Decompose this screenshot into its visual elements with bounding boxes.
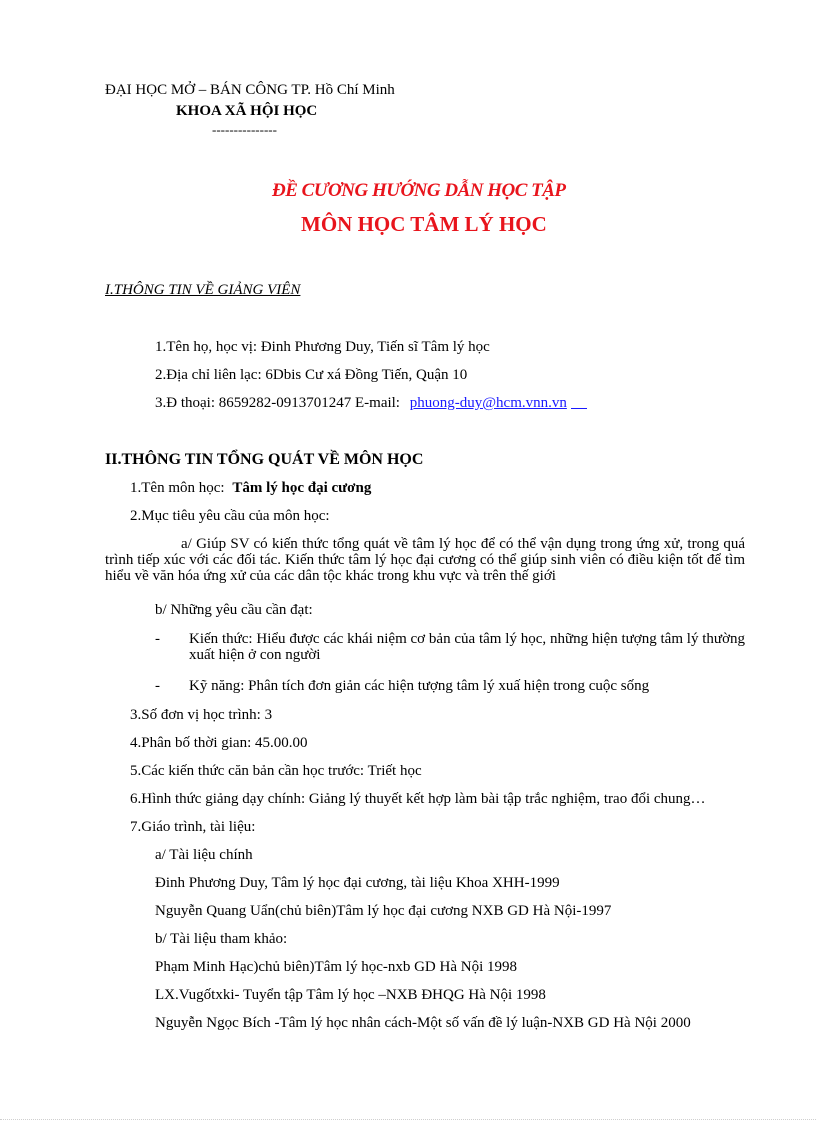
objective-a: a/ Giúp SV có kiến thức tổng quát về tâm lý học để có thể vận dụng trong ứng xử, trong quá trình tiếp xúc với các đối tác. Kiến thức tâm lý học đại cương có thể giúp sinh viên có điều kiện tốt để tìm hiểu về văn hóa ứng xử của các dân tộc khác trong khu vực và trên thế giới	[105, 536, 745, 584]
lecturer-name: 1.Tên họ, học vị: Đinh Phương Duy, Tiến sĩ Tâm lý học	[155, 339, 490, 355]
lecturer-address: 2.Địa chỉ liên lạc: 6Dbis Cư xá Đồng Tiến, Quận 10	[155, 367, 468, 383]
materials-label: 7.Giáo trình, tài liệu:	[130, 819, 256, 835]
faculty-name: KHOA XÃ HỘI HỌC	[176, 103, 318, 119]
main-reference-2: Nguyễn Quang Uẩn(chủ biên)Tâm lý học đại cương NXB GD Hà Nội-1997	[155, 903, 612, 919]
document-title: ĐỀ CƯƠNG HƯỚNG DẪN HỌC TẬP	[272, 180, 566, 201]
objectives-label: 2.Mục tiêu yêu cầu của môn học:	[130, 508, 330, 524]
section-heading-lecturer: I.THÔNG TIN VỀ GIẢNG VIÊN	[105, 282, 301, 298]
course-title: MÔN HỌC TÂM LÝ HỌC	[301, 212, 547, 236]
bullet-skills: Kỹ năng: Phân tích đơn giản các hiện tượng tâm lý xuấ hiện trong cuộc sống	[189, 678, 650, 694]
main-reference-1: Đinh Phương Duy, Tâm lý học đại cương, tài liệu Khoa XHH-1999	[155, 875, 560, 891]
time-allocation-line: 4.Phân bố thời gian: 45.00.00	[130, 735, 308, 751]
prerequisites-line: 5.Các kiến thức căn bản cần học trước: Triết học	[130, 763, 422, 779]
extra-reference-2: LX.Vugốtxki- Tuyển tập Tâm lý học –NXB ĐHQG Hà Nội 1998	[155, 987, 546, 1003]
university-name: ĐẠI HỌC MỞ – BÁN CÔNG TP. Hồ Chí Minh	[105, 82, 395, 98]
extra-reference-1: Phạm Minh Hạc)chủ biên)Tâm lý học-nxb GD Hà Nội 1998	[155, 959, 518, 975]
objective-b-label: b/ Những yêu cầu cần đạt:	[155, 602, 313, 618]
credits-line: 3.Số đơn vị học trình: 3	[130, 707, 273, 723]
teaching-method-line: 6.Hình thức giảng dạy chính: Giảng lý thuyết kết hợp làm bài tập trắc nghiệm, trao đổi chung…	[130, 791, 706, 807]
extra-reference-3: Nguyễn Ngọc Bích -Tâm lý học nhân cách-Một số vấn đề lý luận-NXB GD Hà Nội 2000	[155, 1015, 691, 1031]
header-separator: ---------------	[212, 122, 277, 137]
lecturer-email-link[interactable]: phuong-duy@hcm.vnn.vn	[409, 395, 567, 411]
lecturer-contact	[155, 395, 587, 412]
bullet-knowledge: Kiến thức: Hiểu được các khái niệm cơ bản của tâm lý học, những hiện tượng tâm lý thường xuất hiện ở con người	[189, 631, 745, 663]
course-name-value: Tâm lý học đại cương	[232, 480, 372, 496]
page-bottom-divider	[0, 1119, 816, 1120]
email-underline-tail	[571, 408, 587, 409]
course-name-line	[130, 480, 371, 497]
main-materials-label: a/ Tài liệu chính	[155, 847, 253, 863]
course-name-label: 1.Tên môn học:	[130, 480, 225, 496]
section-heading-course: II.THÔNG TIN TỔNG QUÁT VỀ MÔN HỌC	[105, 451, 424, 468]
bullet-dash-1: -	[155, 631, 160, 647]
lecturer-phone: 3.Đ thoại: 8659282-0913701247 E-mail:	[155, 395, 400, 411]
bullet-dash-2: -	[155, 678, 160, 694]
extra-references-label: b/ Tài liệu tham khảo:	[155, 931, 288, 947]
